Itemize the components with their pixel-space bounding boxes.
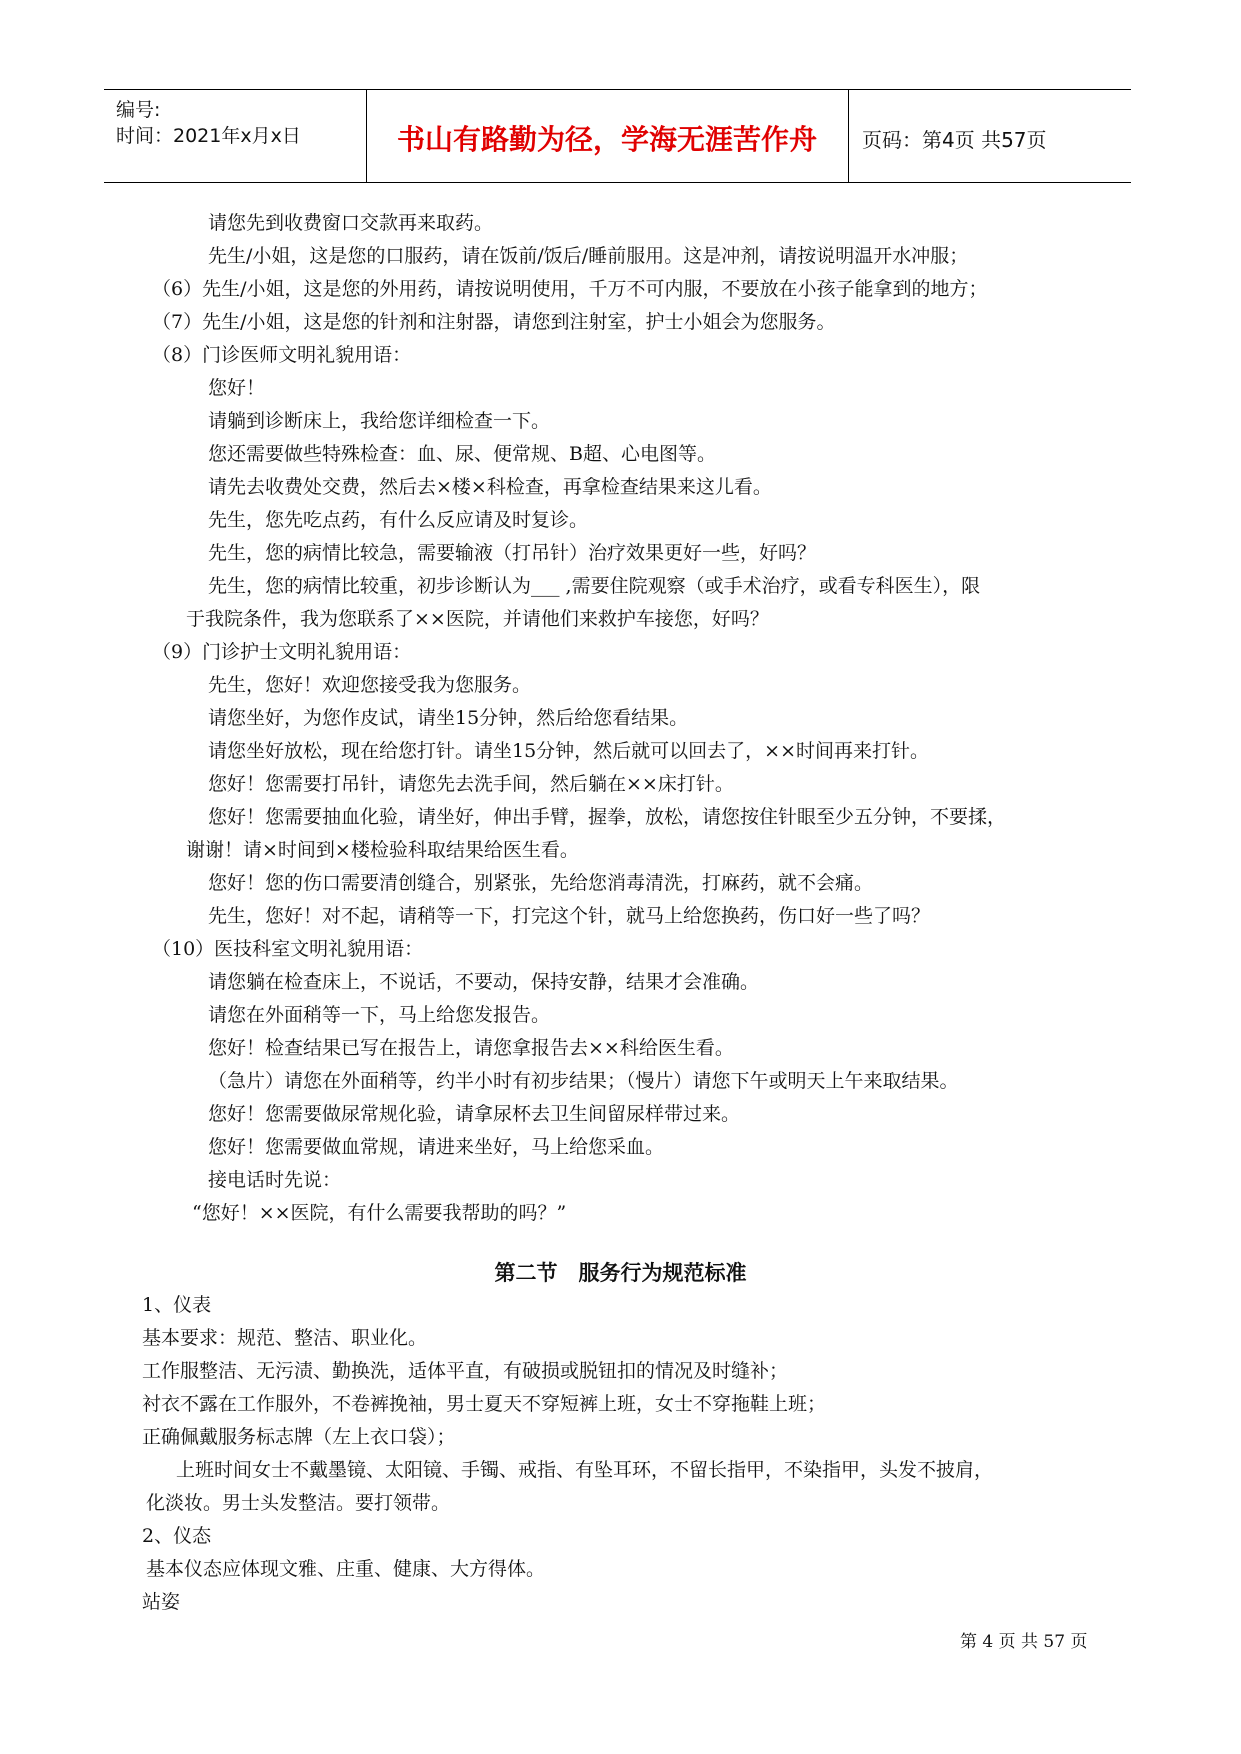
body-line: （10）医技科室文明礼貌用语： <box>152 938 424 960</box>
body-line: 请您坐好放松，现在给您打针。请坐15分钟，然后就可以回去了，××时间再来打针。 <box>208 740 930 762</box>
section-line: 工作服整洁、无污渍、勤换洗，适体平直，有破损或脱钮扣的情况及时缝补； <box>142 1360 789 1382</box>
section-title: 第二节 服务行为规范标准 <box>494 1261 747 1285</box>
body-line: 您好！您的伤口需要清创缝合，别紧张，先给您消毒清洗，打麻药，就不会痛。 <box>208 872 874 894</box>
number-label: 编号: <box>116 99 161 121</box>
page-info: 页码：第4页 共57页 <box>862 128 1047 152</box>
body-line: 您好！ <box>208 377 266 399</box>
body-line: “您好！××医院，有什么需要我帮助的吗？” <box>192 1202 567 1224</box>
section-line: 正确佩戴服务标志牌（左上衣口袋）； <box>142 1426 456 1448</box>
header-page-cell <box>848 90 1131 182</box>
body-line: 您还需要做些特殊检查：血、尿、便常规、B超、心电图等。 <box>208 443 716 465</box>
body-line: 先生，您先吃点药，有什么反应请及时复诊。 <box>208 509 589 531</box>
body-line: （急片）请您在外面稍等，约半小时有初步结果；（慢片）请您下午或明天上午来取结果。 <box>208 1070 959 1092</box>
section-line: 基本要求：规范、整洁、职业化。 <box>142 1327 428 1349</box>
body-line: 先生，您好！对不起，请稍等一下，打完这个针，就马上给您换药，伤口好一些了吗？ <box>208 905 931 927</box>
body-line: 您好！您需要做尿常规化验，请拿尿杯去卫生间留尿样带过来。 <box>208 1103 741 1125</box>
body-line: 谢谢！请×时间到×楼检验科取结果给医生看。 <box>186 839 579 861</box>
section-line: 站姿 <box>142 1591 181 1613</box>
body-line: （7）先生/小姐，这是您的针剂和注射器，请您到注射室，护士小姐会为您服务。 <box>152 311 836 333</box>
body-line: 您好！您需要打吊针，请您先去洗手间，然后躺在××床打针。 <box>208 773 734 795</box>
section-line: 2、仪态 <box>142 1525 212 1547</box>
header-motto-cell <box>366 90 849 182</box>
section-line: 化淡妆。男士头发整洁。要打领带。 <box>146 1492 451 1514</box>
body-line: （6）先生/小姐，这是您的外用药，请按说明使用，千万不可内服，不要放在小孩子能拿到的地方； <box>152 278 988 300</box>
header-info-cell <box>104 90 367 182</box>
body-line: 先生，您的病情比较重，初步诊断认为___ ,需要住院观察（或手术治疗，或看专科医生），限 <box>208 575 981 597</box>
motto: 书山有路勤为径，学海无涯苦作舟 <box>396 123 817 156</box>
body-line: 请先去收费处交费，然后去×楼×科检查，再拿检查结果来这儿看。 <box>208 476 772 498</box>
body-line: 先生，您的病情比较急，需要输液（打吊针）治疗效果更好一些，好吗？ <box>208 542 817 564</box>
section-line: 1、仪表 <box>142 1294 212 1316</box>
body-line: 接电话时先说： <box>208 1169 342 1191</box>
body-line: 您好！您需要抽血化验，请坐好，伸出手臂，握拳，放松，请您按住针眼至少五分钟，不要揉， <box>208 806 1007 828</box>
section-line: 基本仪态应体现文雅、庄重、健康、大方得体。 <box>146 1558 546 1580</box>
body-line: 先生，您好！欢迎您接受我为您服务。 <box>208 674 532 696</box>
body-line: 您好！检查结果已写在报告上，请您拿报告去××科给医生看。 <box>208 1037 734 1059</box>
body-line: 请您先到收费窗口交款再来取药。 <box>208 212 494 234</box>
time-label: 时间：2021年x月x日 <box>116 125 301 147</box>
section-line: 衬衣不露在工作服外，不卷裤挽袖，男士夏天不穿短裤上班，女士不穿拖鞋上班； <box>142 1393 827 1415</box>
section-line: 上班时间女士不戴墨镜、太阳镜、手镯、戒指、有坠耳环，不留长指甲，不染指甲，头发不披肩， <box>176 1459 994 1481</box>
page-footer: 第 4 页 共 57 页 <box>960 1632 1088 1652</box>
body-line: 请您在外面稍等一下，马上给您发报告。 <box>208 1004 551 1026</box>
body-line: 请您躺在检查床上，不说话，不要动，保持安静，结果才会准确。 <box>208 971 760 993</box>
body-line: （8）门诊医师文明礼貌用语： <box>152 344 412 366</box>
document-header <box>104 89 1131 183</box>
body-line: 先生/小姐，这是您的口服药，请在饭前/饭后/睡前服用。这是冲剂，请按说明温开水冲服； <box>208 245 969 267</box>
body-line: （9）门诊护士文明礼貌用语： <box>152 641 412 663</box>
body-line: 请您坐好，为您作皮试，请坐15分钟，然后给您看结果。 <box>208 707 689 729</box>
body-line: 请躺到诊断床上，我给您详细检查一下。 <box>208 410 551 432</box>
body-line: 您好！您需要做血常规，请进来坐好，马上给您采血。 <box>208 1136 665 1158</box>
body-line: 于我院条件，我为您联系了××医院，并请他们来救护车接您，好吗？ <box>186 608 769 630</box>
